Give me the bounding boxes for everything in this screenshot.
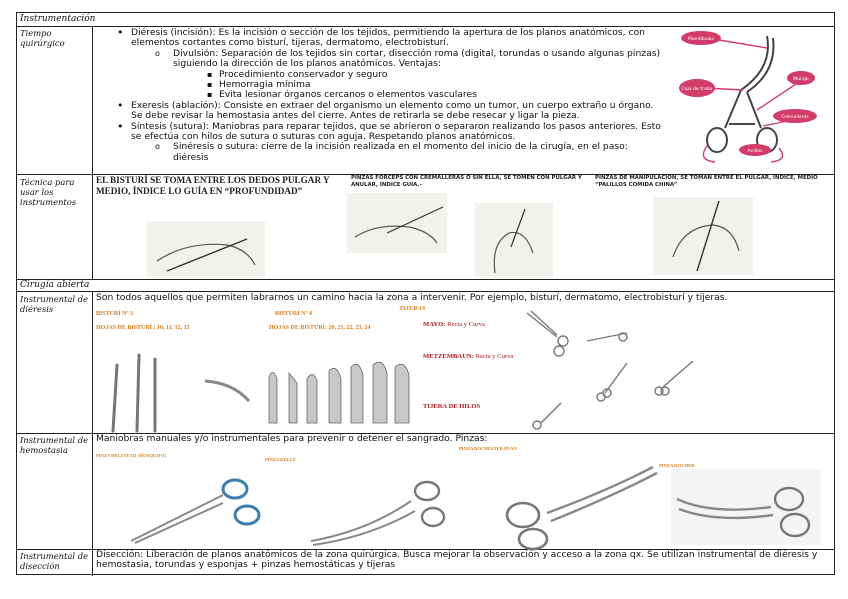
mosquito-forceps-image <box>127 465 267 547</box>
row-label-hemostasis: Instrumental de hemostasia <box>20 435 89 455</box>
advantage-item: ▪ Hemorragia mínima <box>219 80 661 90</box>
divulsion-item: o Divulsión: Separación de los tejidos sin cortar, disección roma (digital, torundas o usando algunas pinzas) siguiendo la dirección de los planos anatómicos. Ventajas: <box>173 49 661 70</box>
metzembaun-label <box>423 353 513 360</box>
curved-blade-image <box>203 373 253 403</box>
rochester-pean-image <box>477 461 667 551</box>
exeresis-item: • Exeresis (ablación): Consiste en extraer del organismo un elemento como un tumor, un cuerpo extraño u órgano. Se debe revisar la hemostasia antes del cierre. Antes de retirarla se debe resecar y ligar la pieza. <box>131 101 661 122</box>
hojas-4-label: HOJAS DE BISTURÍ: 20, 21, 22, 23, 24 <box>269 325 371 331</box>
diagram-label: Anillos <box>747 149 763 154</box>
metzembaun-name: METZEMBAUN: <box>423 353 474 360</box>
scissors-images <box>507 307 707 433</box>
advantage-item: ▪ Procedimiento conservador y seguro <box>219 70 661 80</box>
forceps-hold-image-1 <box>347 193 447 253</box>
dieresis-description: Son todos aquellos que permiten labrarnos un camino hacia la zona a intervenir. Por ejemplo, bisturí, dermatomo, electrobisturí y tijeras. <box>96 292 728 303</box>
pinza-kelly-label: PINZA KELLY <box>265 457 296 462</box>
sinerisis-item: o Sinéresis o sutura: cierre de la incisión realizada en el momento del inicio de la cirugía, en el paso: diéresis <box>173 142 661 163</box>
row-label-dieresis: Instrumental de diéresis <box>20 294 89 314</box>
technique-caption-scalpel: EL BISTURÍ SE TOMA ENTRE LOS DEDOS PULGAR Y MEDIO, ÍNDICE LO GUÍA EN “PROFUNDIDAD” <box>96 175 330 196</box>
row-label-technique: Técnica para usar los instrumentos <box>20 177 77 207</box>
diagram-label: Cremalleras <box>781 115 809 120</box>
bisturi-3-label: BISTURÍ Nº 3 <box>96 311 133 317</box>
surgical-time-content <box>131 28 661 163</box>
row-label-surgical-time: Tiempo quirúrgico <box>20 28 65 48</box>
hand-scalpel-image <box>147 221 265 277</box>
bisturi-4-label: BISTURÍ Nº 4 <box>275 311 312 317</box>
scalpel-blades-image <box>263 349 413 427</box>
mayo-value: Recta y Curva <box>447 321 485 328</box>
metzembaun-value: Recta y Curva <box>475 353 514 360</box>
section-title-instrumentation: Instrumentación <box>20 14 96 24</box>
tijera-hilos-label: TIJERA DE HILOS <box>423 403 481 410</box>
kocher-forceps-image <box>671 469 821 545</box>
technique-caption-forceps: PINZAS FORCEPS CON CREMALLERAS O SIN ELLA, SE TOMEN CON PULGAR Y ANULAR, ÍNDICE GUÍA.- <box>351 175 582 188</box>
pinza-helstead-label: PINZA HELSTEAD (MOSQUITO) <box>96 453 167 458</box>
technique-caption-manipulation: PINZAS DE MANIPULACIÓN, SE TOMAN ENTRE EL PULGAR, ÍNDICE, MEDIO “PALILLOS COMIDA CHINA” <box>595 175 818 188</box>
mayo-name: MAYO: <box>423 321 446 328</box>
diagram-label: Mango <box>793 77 809 82</box>
document-table <box>16 12 835 575</box>
hemostasis-description: Maniobras manuales y/o instrumentales para prevenir o detener el sangrado. Pinzas: <box>96 433 488 444</box>
forceps-hold-image-2 <box>475 203 553 277</box>
pinza-kocher-label: PINZA KOCHER <box>659 463 695 468</box>
hemostat-diagram <box>667 28 827 168</box>
row-label-dissection: Instrumental de disección <box>20 551 89 571</box>
manipulation-hold-image <box>653 197 753 275</box>
diagram-label: Caja de traba <box>681 87 713 92</box>
scalpel-handles-image <box>103 345 183 431</box>
dieresis-item: • Diéresis (incisión): Es la incisión o sección de los tejidos, permitiendo la apertura de los planos anatómicos, con elementos cortantes como bisturí, tijeras, dermatomo, electrobisturí. <box>131 28 661 49</box>
mayo-label <box>423 321 485 328</box>
hojas-3-label: HOJAS DE BISTURÍ : 10, 11, 12, 15 <box>96 325 190 331</box>
dissection-description: Disección: Liberación de planos anatómicos de la zona quirúrgica. Busca mejorar la observación y acceso a la zona qx. Se utilizan instrumental de diéresis y hemostasia, torundas y esponjas + pinzas hemostáticas y tijeras <box>96 549 818 571</box>
sintesis-item: • Síntesis (sutura): Maniobras para reparar tejidos, que se abrieron o separaron realizando los pasos anteriores. Esto se efectúa con hilos de sutura o suturas con aguja. Respetando planos anatómicos. <box>131 122 661 143</box>
pinza-rochester-label: PINZA ROCHESTER PEAN <box>459 446 517 451</box>
diagram-label: Mandíbulas <box>687 37 715 42</box>
section-title-open-surgery: Cirugía abierta <box>20 280 90 290</box>
advantage-item: ▪ Evita lesionar órganos cercanos o elementos vasculares <box>219 90 661 100</box>
kelly-forceps-image <box>307 471 457 549</box>
tijeras-heading: TIJERAS <box>399 305 426 312</box>
